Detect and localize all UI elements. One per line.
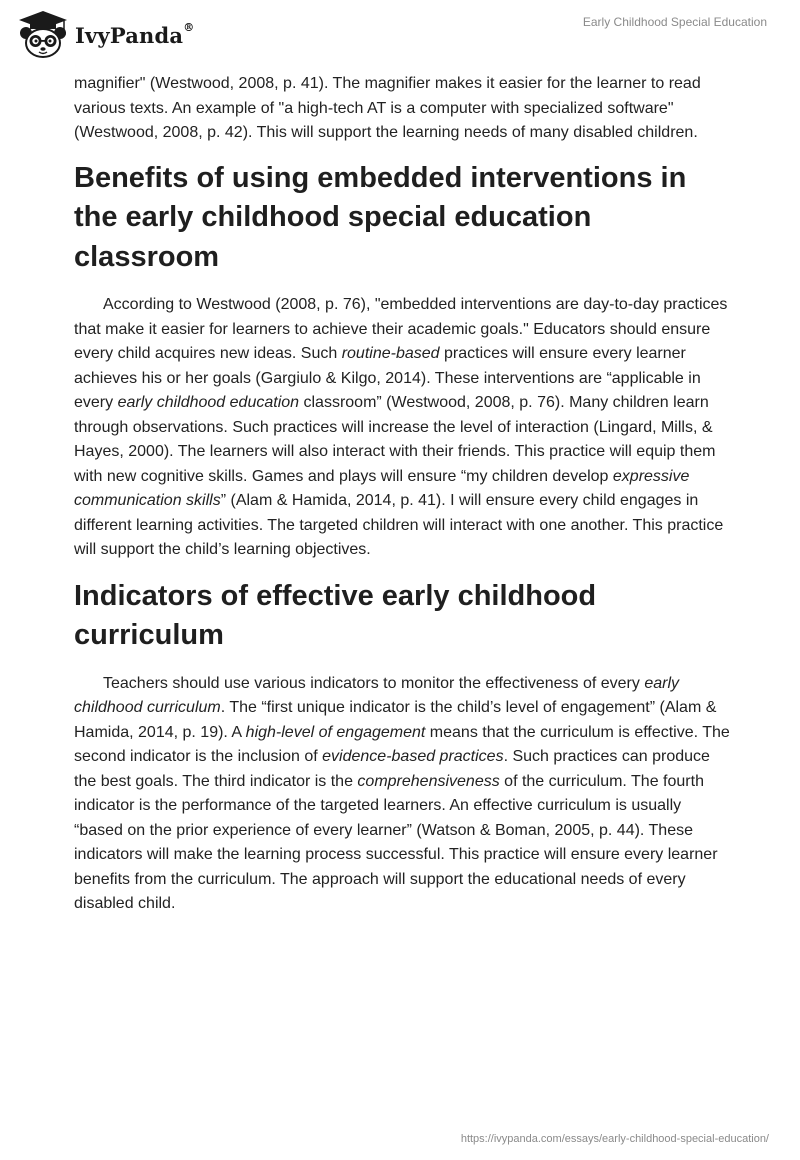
embedded-interventions-paragraph: According to Westwood (2008, p. 76), "embedded interventions are day-to-day practices that make it easier for learners to achieve their academic goals." Educators should ensure every child acquires new ideas. Such routine-based practices will ensure every learner achieves his or her goals (Gargiulo & Kilgo, 2014). These interventions are “applicable in every early childhood education classroom” (Westwood, 2008, p. 76). Many children learn through observations. Such practices will increase the level of interaction (Lingard, Mills, & Hayes, 2000). The learners will also interact with their friends. This practice will equip them with new cognitive skills. Games and plays will ensure “my children develop expressive communication skills” (Alam & Hamida, 2014, p. 41). I will ensure every child engages in different learning activities. The targeted children will interact with one another. This practice will support the child’s learning objectives. — [74, 296, 728, 558]
brand-name: IvyPanda® — [75, 20, 195, 48]
section-heading-curriculum-indicators: Indicators of effective early childhood curriculum — [74, 579, 597, 651]
intro-paragraph: magnifier" (Westwood, 2008, p. 41). The magnifier makes it easier for the learner to read various texts. An example of "a high-tech AT is a computer with specialized software" (Westwood, 2008, p. 42). This will support the learning needs of many disabled children. — [74, 75, 701, 141]
curriculum-indicators-paragraph: Teachers should use various indicators to monitor the effectiveness of every early childhood curriculum. The “first unique indicator is the child’s level of engagement” (Alam & Hamida, 2014, p. 19). A high-level of engagement means that the curriculum is effective. The second indicator is the inclusion of evidence-based practices. Such practices can produce the best goals. The third indicator is the comprehensiveness of the curriculum. The fourth indicator is the performance of the targeted learners. An effective curriculum is usually “based on the prior experience of every learner” (Watson & Boman, 2005, p. 44). These indicators will make the learning process successful. This practice will ensure every learner benefits from the curriculum. The approach will support the educational needs of every disabled child. — [74, 674, 730, 912]
section-heading-embedded-interventions: Benefits of using embedded interventions in the early childhood special education classroom — [74, 161, 687, 273]
article-body — [74, 72, 734, 917]
page-header — [0, 0, 800, 66]
brand-logo[interactable] — [15, 9, 194, 59]
panda-logo-icon — [15, 9, 71, 59]
document-title: Early Childhood Special Education — [582, 15, 767, 29]
source-url-link[interactable]: https://ivypanda.com/essays/early-childhood-special-education/ — [460, 1133, 769, 1145]
